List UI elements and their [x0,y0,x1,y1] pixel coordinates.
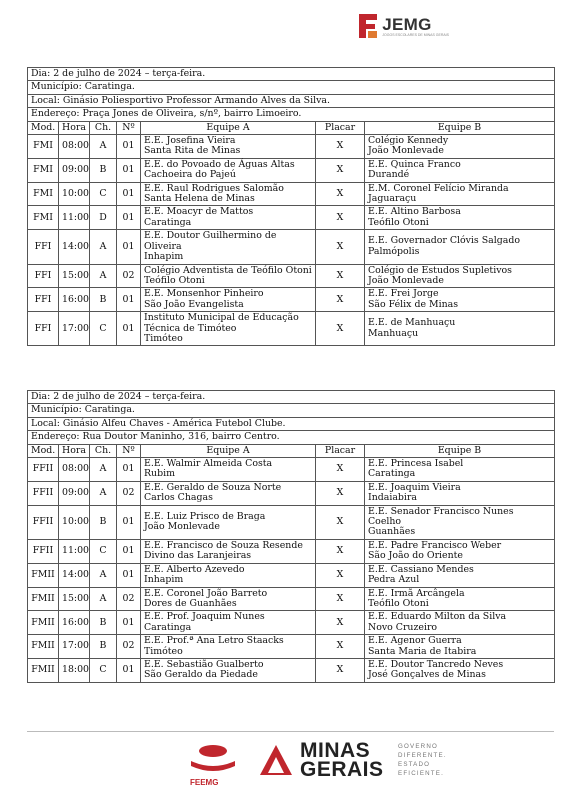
jemg-logo [357,12,449,40]
match-team-a: E.E. Prof. Joaquim Nunes Caratinga [141,611,316,635]
match-chave: A [90,264,117,288]
match-team-b: E.E. Altino Barbosa Teófilo Otoni [365,206,555,230]
table1-municipio: Município: Caratinga. [28,81,555,94]
match-chave: B [90,288,117,312]
match-number: 01 [117,182,141,206]
match-number: 02 [117,264,141,288]
match-hora: 08:00 [59,135,90,159]
match-hora: 17:00 [59,312,90,346]
match-team-a: E.E. Alberto Azevedo Inhapim [141,563,316,587]
match-team-b: E.E. Princesa Isabel Caratinga [365,458,555,482]
match-mod: FMII [28,635,59,659]
match-number: 01 [117,206,141,230]
match-placar: X [316,230,365,264]
match-placar: X [316,458,365,482]
match-mod: FMI [28,158,59,182]
match-placar: X [316,658,365,682]
match-row [28,635,555,659]
match-mod: FMII [28,658,59,682]
match-mod: FFI [28,230,59,264]
match-mod: FMI [28,206,59,230]
col-hora: Hora [59,444,90,457]
match-chave: D [90,206,117,230]
table1-local: Local: Ginásio Poliesportivo Professor Armando Alves da Silva. [28,94,555,107]
col-n: Nº [117,121,141,134]
match-mod: FMII [28,587,59,611]
match-team-b: E.E. de Manhuaçu Manhuaçu [365,312,555,346]
match-team-a: E.E. Monsenhor Pinheiro São João Evangelista [141,288,316,312]
match-mod: FFII [28,539,59,563]
match-number: 02 [117,481,141,505]
match-hora: 14:00 [59,230,90,264]
match-hora: 09:00 [59,158,90,182]
match-placar: X [316,611,365,635]
match-team-b: E.E. Cassiano Mendes Pedra Azul [365,563,555,587]
match-placar: X [316,182,365,206]
match-row [28,182,555,206]
match-team-b: Colégio Kennedy João Monlevade [365,135,555,159]
match-chave: C [90,182,117,206]
match-team-b: E.E. Irmã Arcângela Teófilo Otoni [365,587,555,611]
match-hora: 08:00 [59,458,90,482]
gov-line: DIFERENTE. [398,752,447,759]
schedule-table-1 [27,67,555,346]
table1-header-row [28,121,555,134]
match-number: 02 [117,635,141,659]
mg-line-2: GERAIS [300,758,384,781]
match-number: 01 [117,230,141,264]
match-team-b: E.M. Coronel Felício Miranda Jaguaraçu [365,182,555,206]
match-chave: A [90,230,117,264]
match-row [28,312,555,346]
match-row [28,611,555,635]
match-team-a: E.E. Prof.ª Ana Letro Staacks Timóteo [141,635,316,659]
col-team-a: Equipe A [141,121,316,134]
match-mod: FFI [28,264,59,288]
match-placar: X [316,505,365,539]
match-placar: X [316,587,365,611]
match-team-a: E.E. Moacyr de Mattos Caratinga [141,206,316,230]
feemg-logo-text: FEEMG [190,778,219,787]
match-placar: X [316,288,365,312]
match-mod: FFII [28,458,59,482]
match-hora: 18:00 [59,658,90,682]
match-row [28,539,555,563]
match-mod: FMII [28,563,59,587]
col-mod: Mod. [28,121,59,134]
match-hora: 14:00 [59,563,90,587]
match-mod: FMI [28,182,59,206]
match-team-b: E.E. Frei Jorge São Félix de Minas [365,288,555,312]
table2-date: Dia: 2 de julho de 2024 – terça-feira. [28,391,555,404]
match-placar: X [316,312,365,346]
match-team-a: E.E. Luiz Prisco de Braga João Monlevade [141,505,316,539]
match-team-a: E.E. Raul Rodrigues Salomão Santa Helena de Minas [141,182,316,206]
table2-municipio: Município: Caratinga. [28,404,555,417]
match-hora: 16:00 [59,611,90,635]
jemg-logo-text: JEMG [382,15,432,34]
jemg-mark-icon [357,12,379,40]
table2-header-row [28,444,555,457]
match-placar: X [316,635,365,659]
match-placar: X [316,135,365,159]
table1-endereco: Endereço: Praça Jones de Oliveira, s/nº, bairro Limoeiro. [28,108,555,121]
match-team-a: E.E. Sebastião Gualberto São Geraldo da Piedade [141,658,316,682]
col-ch: Ch. [90,121,117,134]
match-hora: 15:00 [59,264,90,288]
match-chave: B [90,635,117,659]
match-mod: FFII [28,505,59,539]
match-mod: FFI [28,288,59,312]
match-hora: 16:00 [59,288,90,312]
gov-line: EFICIENTE. [398,770,445,777]
match-hora: 10:00 [59,505,90,539]
match-chave: A [90,587,117,611]
match-placar: X [316,264,365,288]
match-chave: C [90,312,117,346]
match-chave: A [90,563,117,587]
mg-line-1: MINAS [300,739,371,762]
col-placar: Placar [316,444,365,457]
minas-gerais-wordmark [300,741,384,779]
gov-line: ESTADO [398,761,431,768]
match-team-b: E.E. Doutor Tancredo Neves José Gonçalves de Minas [365,658,555,682]
match-team-b: E.E. Eduardo Milton da Silva Novo Cruzeiro [365,611,555,635]
match-placar: X [316,206,365,230]
jemg-logo-subtitle: JOGOS ESCOLARES DE MINAS GERAIS [382,33,449,37]
match-team-b: E.E. Senador Francisco Nunes Coelho Guanhães [365,505,555,539]
col-team-b: Equipe B [365,121,555,134]
match-number: 02 [117,587,141,611]
match-chave: A [90,458,117,482]
schedule-table-2 [27,390,555,683]
match-number: 01 [117,158,141,182]
match-hora: 17:00 [59,635,90,659]
match-number: 01 [117,658,141,682]
col-mod: Mod. [28,444,59,457]
match-team-b: E.E. Joaquim Vieira Indaiabira [365,481,555,505]
match-hora: 10:00 [59,182,90,206]
match-row [28,587,555,611]
match-mod: FFI [28,312,59,346]
match-chave: A [90,135,117,159]
governo-slogan [398,742,447,778]
match-chave: C [90,658,117,682]
footer-divider [27,731,554,732]
match-hora: 11:00 [59,206,90,230]
match-row [28,158,555,182]
match-chave: B [90,505,117,539]
col-n: Nº [117,444,141,457]
match-hora: 15:00 [59,587,90,611]
gov-line: GOVERNO [398,743,439,750]
match-number: 01 [117,312,141,346]
match-chave: C [90,539,117,563]
minas-gerais-triangle-icon [258,743,294,781]
match-team-b: E.E. Governador Clóvis Salgado Palmópolis [365,230,555,264]
match-row [28,505,555,539]
match-row [28,264,555,288]
match-hora: 11:00 [59,539,90,563]
match-team-a: E.E. Coronel João Barreto Dores de Guanhães [141,587,316,611]
table2-local: Local: Ginásio Alfeu Chaves - América Futebol Clube. [28,417,555,430]
match-team-a: E.E. do Povoado de Águas Altas Cachoeira do Pajeú [141,158,316,182]
match-placar: X [316,481,365,505]
match-number: 01 [117,458,141,482]
table1-date: Dia: 2 de julho de 2024 – terça-feira. [28,68,555,81]
match-row [28,658,555,682]
match-team-b: E.E. Quinca Franco Durandé [365,158,555,182]
match-row [28,288,555,312]
match-team-b: Colégio de Estudos Supletivos João Monlevade [365,264,555,288]
match-number: 01 [117,563,141,587]
table2-endereco: Endereço: Rua Doutor Maninho, 316, bairro Centro. [28,431,555,444]
col-placar: Placar [316,121,365,134]
match-team-b: E.E. Agenor Guerra Santa Maria de Itabira [365,635,555,659]
match-mod: FMII [28,611,59,635]
match-team-b: E.E. Padre Francisco Weber São João do Oriente [365,539,555,563]
match-number: 01 [117,135,141,159]
match-row [28,206,555,230]
match-team-a: E.E. Geraldo de Souza Norte Carlos Chagas [141,481,316,505]
match-row [28,230,555,264]
match-placar: X [316,563,365,587]
match-chave: A [90,481,117,505]
col-team-a: Equipe A [141,444,316,457]
match-number: 01 [117,288,141,312]
match-row [28,563,555,587]
match-chave: B [90,158,117,182]
match-team-a: E.E. Josefina Vieira Santa Rita de Minas [141,135,316,159]
match-placar: X [316,158,365,182]
match-team-a: E.E. Walmir Almeida Costa Rubim [141,458,316,482]
match-team-a: E.E. Doutor Guilhermino de Oliveira Inhapim [141,230,316,264]
match-row [28,481,555,505]
col-team-b: Equipe B [365,444,555,457]
col-ch: Ch. [90,444,117,457]
match-team-a: Colégio Adventista de Teófilo Otoni Teófilo Otoni [141,264,316,288]
match-team-a: Instituto Municipal de Educação Técnica de Timóteo Timóteo [141,312,316,346]
match-mod: FFII [28,481,59,505]
match-row [28,458,555,482]
match-placar: X [316,539,365,563]
match-team-a: E.E. Francisco de Souza Resende Divino das Laranjeiras [141,539,316,563]
match-number: 01 [117,505,141,539]
match-number: 01 [117,539,141,563]
match-mod: FMI [28,135,59,159]
match-row [28,135,555,159]
col-hora: Hora [59,121,90,134]
match-hora: 09:00 [59,481,90,505]
match-number: 01 [117,611,141,635]
match-chave: B [90,611,117,635]
